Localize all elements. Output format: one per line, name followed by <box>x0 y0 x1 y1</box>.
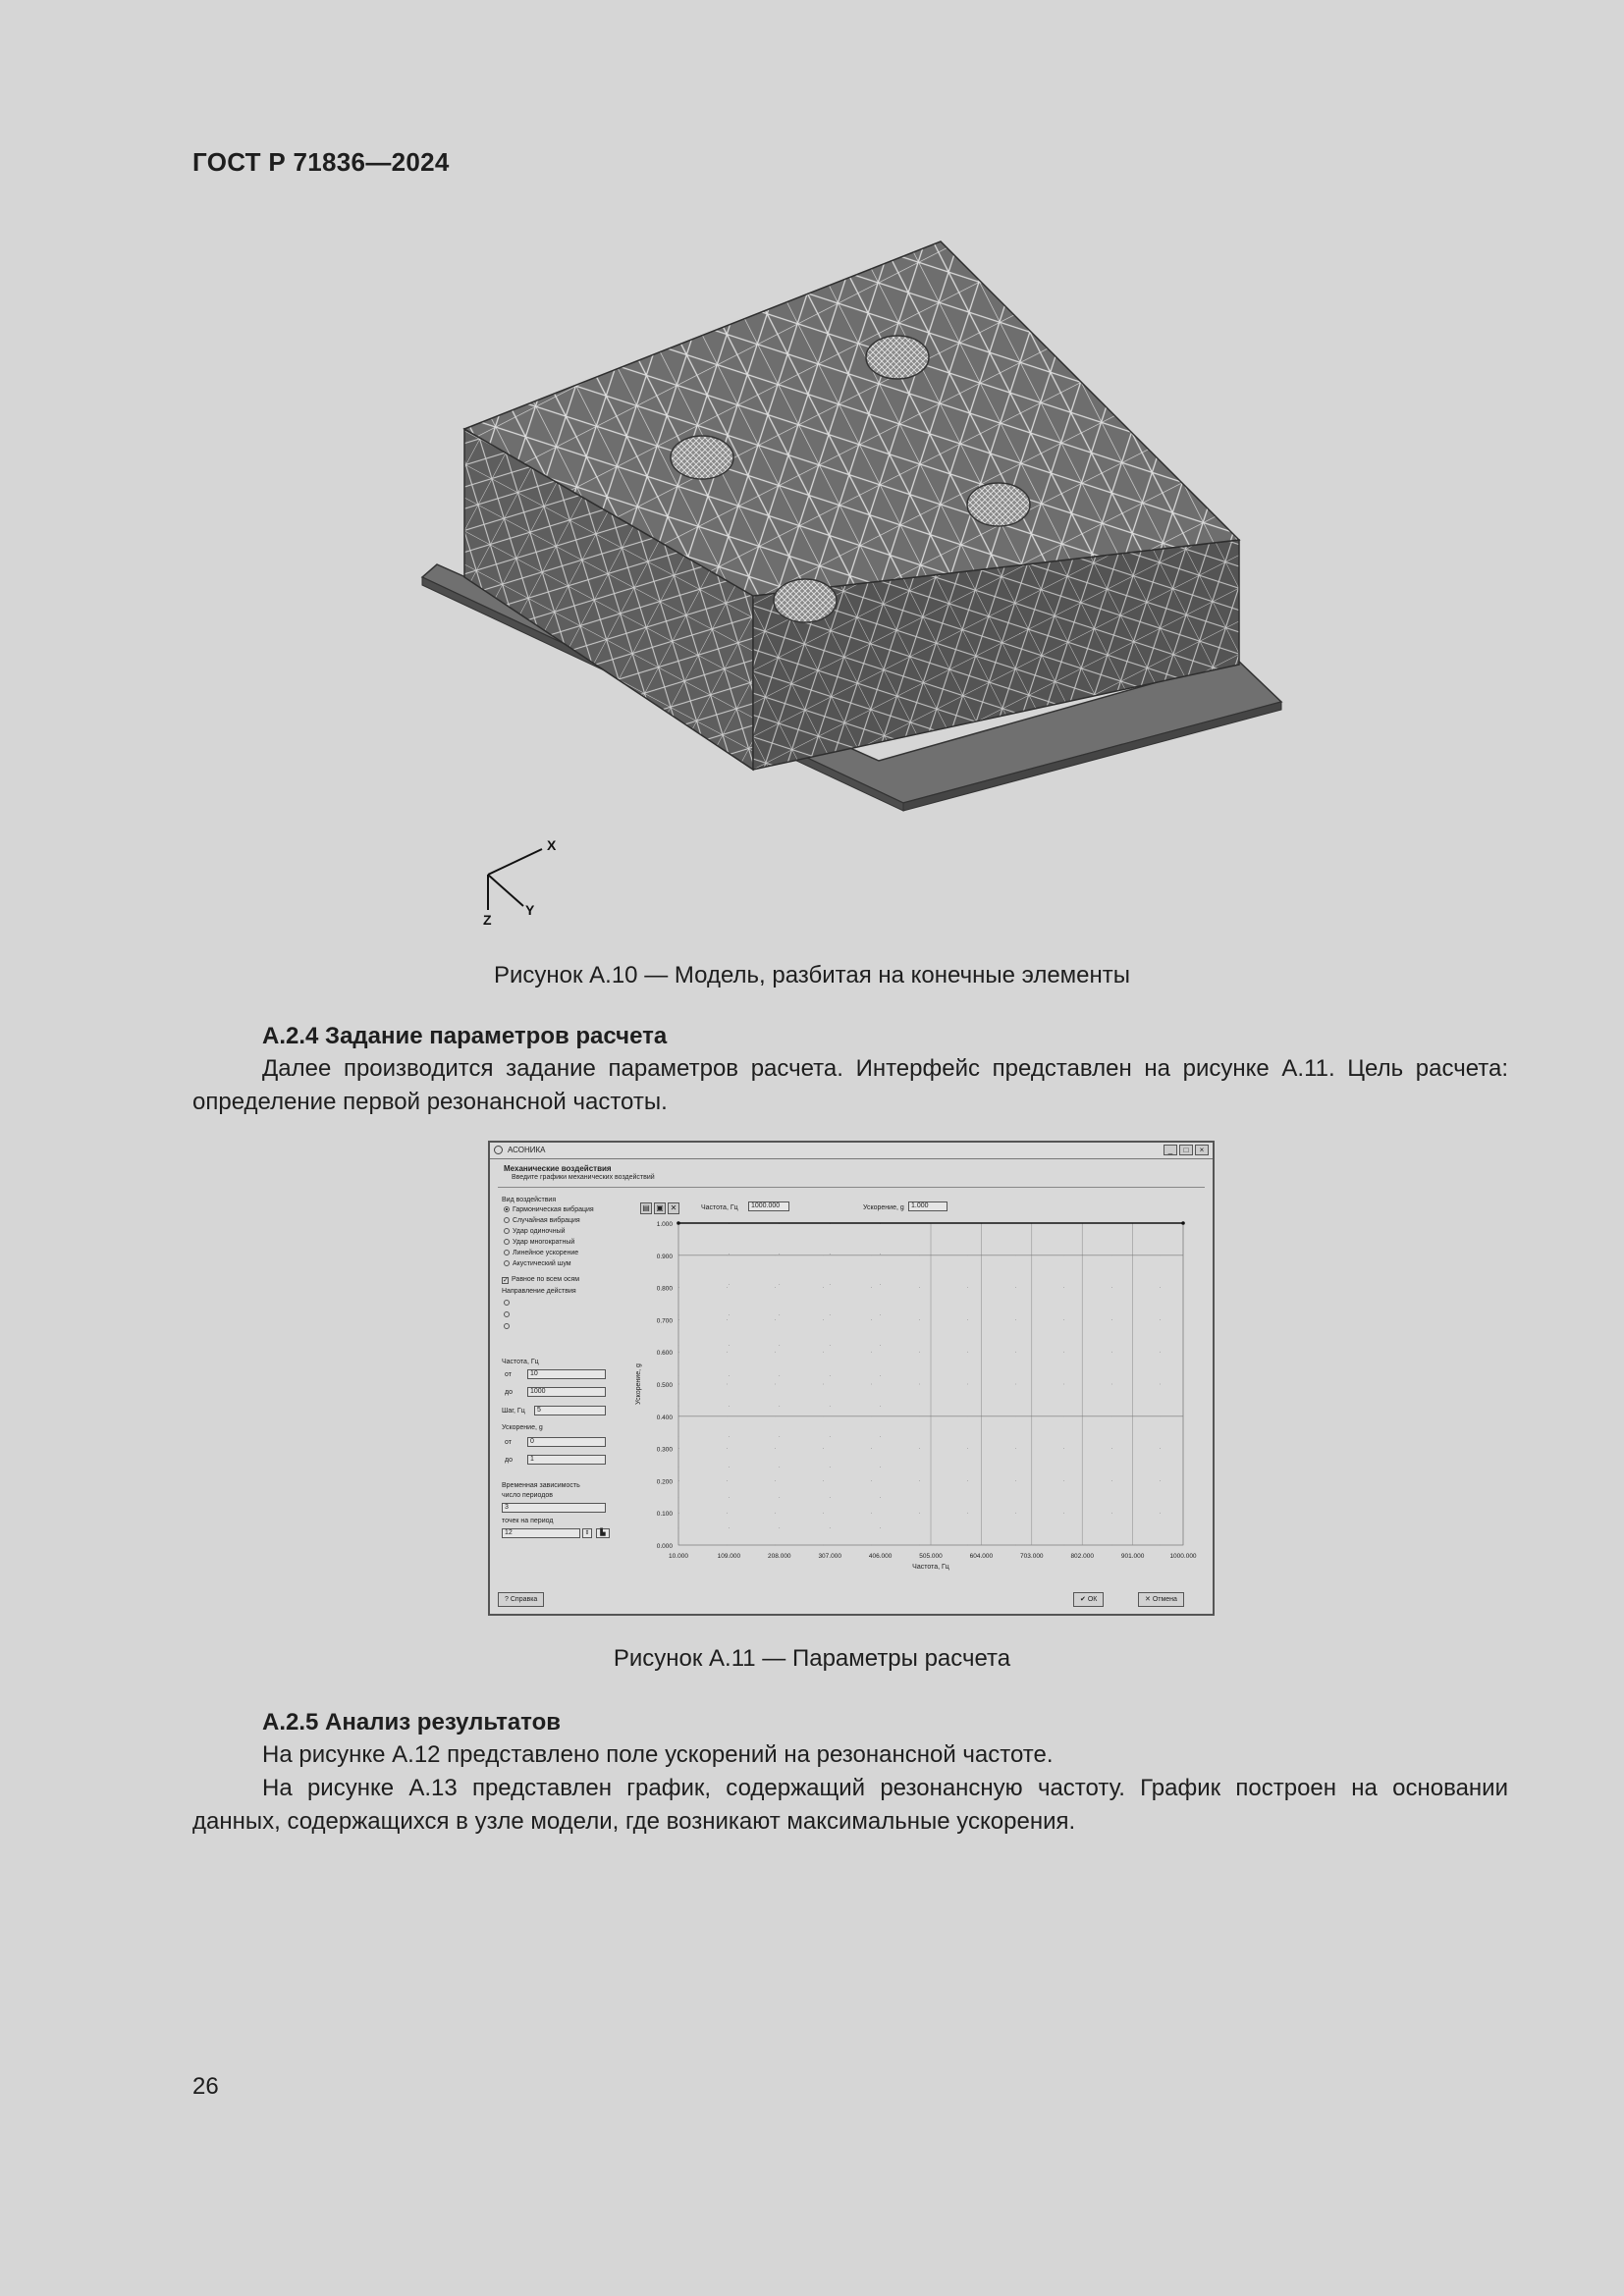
accel-from-label: от <box>505 1439 512 1446</box>
window-title: АСОНИКА <box>508 1146 546 1154</box>
y-tick-label: 0.900 <box>656 1253 673 1260</box>
y-tick-label: 0.400 <box>656 1414 673 1421</box>
series-point <box>677 1221 680 1225</box>
section-a24-heading: А.2.4 Задание параметров расчета <box>262 1023 668 1049</box>
x-axis-label: Частота, Гц <box>912 1564 949 1571</box>
y-tick-label: 0.000 <box>656 1543 673 1550</box>
y-tick-label: 0.700 <box>656 1317 673 1325</box>
close-icon[interactable]: × <box>1195 1145 1209 1155</box>
figure-10-caption: Рисунок А.10 — Модель, разбитая на конечные элементы <box>493 962 1131 988</box>
periods-field[interactable]: 3 <box>502 1503 606 1513</box>
equal-axes-checkbox[interactable]: ✓ Равное по всем осям <box>503 1276 580 1284</box>
section-a24-paragraph: Далее производится задание параметров расчета. Интерфейс представлен на рисунке А.11. Цель расчета: определение первой резонансной частоты. <box>192 1055 1508 1115</box>
x-tick-label: 703.000 <box>1020 1553 1044 1560</box>
x-tick-label: 109.000 <box>717 1553 741 1560</box>
accel-from-field[interactable]: 0 <box>527 1437 606 1447</box>
y-tick-label: 0.300 <box>656 1446 673 1454</box>
y-tick-label: 1.000 <box>656 1221 673 1228</box>
time-dep-label: Временная зависимость <box>502 1482 580 1489</box>
cancel-button[interactable]: ✕ Отмена <box>1138 1592 1184 1607</box>
x-tick-label: 901.000 <box>1120 1553 1145 1560</box>
page-number: 26 <box>192 2073 219 2100</box>
x-tick-label: 505.000 <box>919 1553 943 1560</box>
radio-random[interactable]: Случайная вибрация <box>504 1217 580 1224</box>
asonika-window <box>488 1141 1215 1616</box>
maximize-icon[interactable]: □ <box>1179 1145 1193 1155</box>
axis-z-label: Z <box>483 912 492 928</box>
radio-single-shock[interactable]: Удар одиночный <box>504 1228 566 1235</box>
boss-1 <box>671 436 733 479</box>
freq-from-field[interactable]: 10 <box>527 1369 606 1379</box>
x-tick-label: 10.000 <box>669 1553 688 1560</box>
toolbar-freq-label: Частота, Гц <box>701 1204 738 1211</box>
chart-mini-icon[interactable]: ▙ <box>596 1528 610 1538</box>
toolbar-accel-field[interactable]: 1.000 <box>908 1201 947 1211</box>
periods-label: число периодов <box>502 1492 553 1499</box>
direction-label: Направление действия <box>502 1288 576 1295</box>
y-tick-label: 0.200 <box>656 1478 673 1486</box>
panel-subtitle: Введите графики механических воздействий <box>512 1174 655 1181</box>
radio-acoustic[interactable]: Акустический шум <box>504 1260 571 1267</box>
freq-label: Частота, Гц <box>502 1359 539 1365</box>
x-tick-label: 307.000 <box>818 1553 841 1560</box>
save-icon[interactable]: ▣ <box>654 1202 666 1214</box>
fe-model-figure <box>393 226 1296 933</box>
series-point <box>1181 1221 1185 1225</box>
points-label: точек на период <box>502 1518 554 1524</box>
open-icon[interactable]: ▤ <box>640 1202 652 1214</box>
x-tick-label: 1000.000 <box>1169 1553 1197 1560</box>
toolbar-accel-label: Ускорение, g <box>863 1204 904 1211</box>
help-button[interactable]: ? Справка <box>498 1592 544 1607</box>
radio-linear-accel[interactable]: Линейное ускорение <box>504 1250 578 1256</box>
delete-icon[interactable]: ✕ <box>668 1202 679 1214</box>
y-tick-label: 0.800 <box>656 1285 673 1293</box>
step-label: Шаг, Гц <box>502 1408 525 1415</box>
accel-to-label: до <box>505 1457 513 1464</box>
section-a25-paragraph-1: На рисунке А.12 представлено поле ускорений на резонансной частоте. <box>262 1741 1054 1768</box>
freq-from-label: от <box>505 1371 512 1378</box>
axis-triad <box>488 849 542 910</box>
y-axis-label: Ускорение, g <box>635 1363 642 1405</box>
accel-label: Ускорение, g <box>502 1424 543 1431</box>
ok-button[interactable]: ✔ ОК <box>1073 1592 1104 1607</box>
section-a25-heading: А.2.5 Анализ результатов <box>262 1709 562 1735</box>
radio-multi-shock[interactable]: Удар многократный <box>504 1239 574 1246</box>
x-tick-label: 802.000 <box>1070 1553 1094 1560</box>
document-header: ГОСТ Р 71836—2024 <box>192 147 450 177</box>
axis-x-label: X <box>547 837 557 853</box>
accel-to-field[interactable]: 1 <box>527 1455 606 1465</box>
figure-11-caption: Рисунок А.11 — Параметры расчета <box>613 1645 1011 1672</box>
toolbar-freq-field[interactable]: 1000.000 <box>748 1201 789 1211</box>
impact-type-label: Вид воздействия <box>502 1197 557 1203</box>
axis-y-label: Y <box>525 902 535 918</box>
y-tick-label: 0.500 <box>656 1382 673 1389</box>
boss-2 <box>866 336 929 379</box>
freq-to-field[interactable]: 1000 <box>527 1387 606 1397</box>
x-tick-label: 406.000 <box>868 1553 893 1560</box>
boss-3 <box>967 483 1030 526</box>
y-tick-label: 0.600 <box>656 1350 673 1358</box>
minimize-icon[interactable]: _ <box>1164 1145 1177 1155</box>
points-spinner[interactable]: ⇕ <box>582 1528 592 1538</box>
radio-harmonic[interactable]: Гармоническая вибрация <box>504 1206 594 1213</box>
x-tick-label: 208.000 <box>768 1553 791 1560</box>
x-tick-label: 604.000 <box>969 1553 994 1560</box>
section-a25-paragraph-2: На рисунке А.13 представлен график, содержащий резонансную частоту. График построен на основании данных, содержащихся в узле модели, где возникают максимальные ускорения. <box>192 1775 1508 1835</box>
y-tick-label: 0.100 <box>656 1511 673 1519</box>
panel-section-title: Механические воздействия <box>504 1164 612 1173</box>
step-field[interactable]: 5 <box>534 1406 606 1415</box>
acceleration-chart <box>490 1143 1213 1614</box>
boss-4 <box>774 579 837 622</box>
points-field[interactable]: 12 <box>502 1528 580 1538</box>
freq-to-label: до <box>505 1389 513 1396</box>
